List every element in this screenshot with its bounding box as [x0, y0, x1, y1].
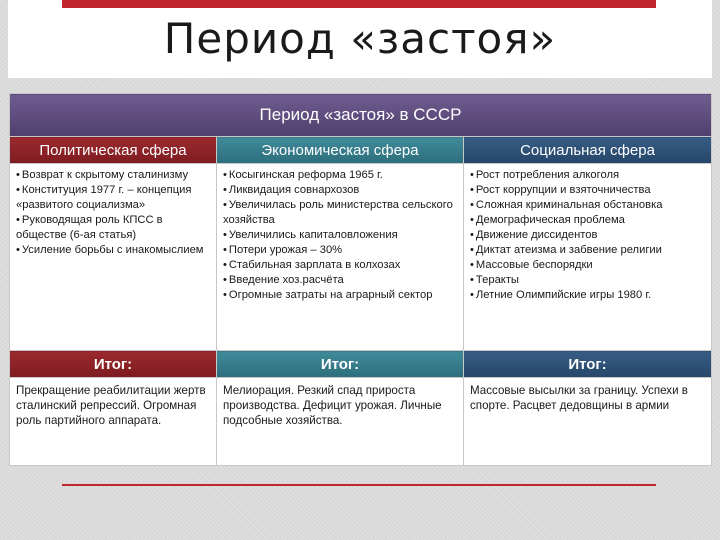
social-result-text: Массовые высылки за границу. Успехи в спорте. Расцвет дедовщины в армии	[464, 378, 712, 466]
economic-sphere-cell	[217, 164, 464, 351]
stagnation-table	[9, 93, 712, 466]
list-item: • Возврат к скрытому сталинизму	[16, 168, 212, 183]
political-list	[10, 164, 216, 260]
economic-sphere-heading: Экономическая сфера	[217, 137, 464, 164]
economic-result-label: Итог:	[217, 351, 464, 378]
social-sphere-heading: Социальная сфера	[464, 137, 712, 164]
political-result-label: Итог:	[10, 351, 217, 378]
list-item: • Рост коррупции и взяточничества	[470, 183, 707, 198]
economic-result-text: Мелиорация. Резкий спад прироста производства. Дефицит урожая. Личные подсобные хозяйства.	[217, 378, 464, 466]
list-item: • Движение диссидентов	[470, 228, 707, 243]
list-item: • Руководящая роль КПСС в обществе (6-ая статья)	[16, 213, 212, 243]
list-item: • Стабильная зарплата в колхозах	[223, 258, 459, 273]
list-item: • Потери урожая – 30%	[223, 243, 459, 258]
list-item: • Конституция 1977 г. – концепция «развитого социализма»	[16, 183, 212, 213]
table-header: Период «застоя» в СССР	[10, 94, 712, 137]
list-item: • Увеличилась роль министерства сельского хозяйства	[223, 198, 459, 228]
political-sphere-heading: Политическая сфера	[10, 137, 217, 164]
list-item: • Сложная криминальная обстановка	[470, 198, 707, 213]
list-item: • Огромные затраты на аграрный сектор	[223, 288, 459, 303]
economic-list	[217, 164, 463, 305]
political-result-text: Прекращение реабилитации жертв сталинский репрессий. Огромная роль партийного аппарата.	[10, 378, 217, 466]
list-item: • Увеличились капиталовложения	[223, 228, 459, 243]
list-item: • Ликвидация совнархозов	[223, 183, 459, 198]
list-item: • Демографическая проблема	[470, 213, 707, 228]
list-item: • Массовые беспорядки	[470, 258, 707, 273]
list-item: • Диктат атеизма и забвение религии	[470, 243, 707, 258]
list-item: • Усиление борьбы с инакомыслием	[16, 243, 212, 258]
list-item: • Летние Олимпийские игры 1980 г.	[470, 288, 707, 303]
bottom-accent-line	[62, 484, 656, 486]
top-accent-bar	[62, 0, 656, 8]
list-item: • Косыгинская реформа 1965 г.	[223, 168, 459, 183]
social-list	[464, 164, 711, 305]
list-item: • Рост потребления алкоголя	[470, 168, 707, 183]
list-item: • Теракты	[470, 273, 707, 288]
list-item: • Введение хоз.расчёта	[223, 273, 459, 288]
social-sphere-cell	[464, 164, 712, 351]
slide-title: Период «застоя»	[163, 14, 557, 63]
political-sphere-cell	[10, 164, 217, 351]
social-result-label: Итог:	[464, 351, 712, 378]
